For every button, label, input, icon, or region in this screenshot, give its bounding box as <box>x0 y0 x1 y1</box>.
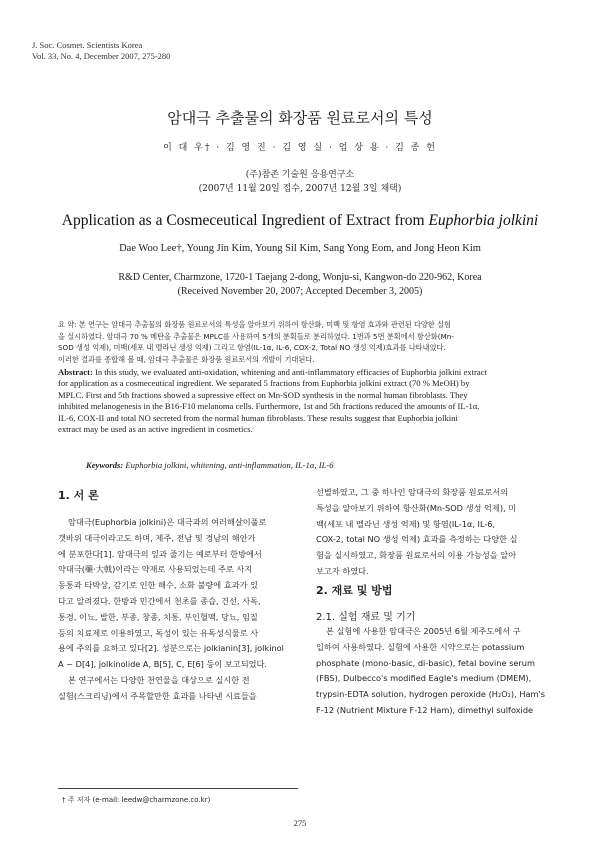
page-number: 275 <box>293 818 307 828</box>
title-korean: 암대극 추출물의 화장품 원료로서의 특성 <box>167 109 433 127</box>
abstract-english-line: MPLC. First and 5th fractions showed a supressive effect on Mn-SOD synthesis in the normal human fibroblasts. They <box>58 389 468 400</box>
abstract-label: Abstract: <box>58 367 93 377</box>
abstract-english-line: for application as a cosmeceutical ingredient. We separated 5 fractions from Euphorbia jolkini extract (70 % MeOH) by <box>58 378 470 389</box>
body-line: 다고 알려졌다. 한방과 민간에서 천초를 종습, 건선, 사독, <box>58 595 261 606</box>
introduction-body <box>58 515 300 705</box>
body-line: 약대극(藥·大戟)이라는 약재로 사용되었는데 주로 사지 <box>58 564 253 575</box>
body-line: 입하여 사용하였다. 실험에 사용한 시약으로는 potassium <box>316 641 525 652</box>
affiliation-english-line1: R&D Center, Charmzone, 1720-1 Taejang 2-dong, Wonju-si, Kangwon-do 220-962, Korea <box>118 272 482 283</box>
abstract-english <box>58 367 544 435</box>
affiliation-korean-line1: (주)참존 기술원 응용연구소 <box>245 170 355 180</box>
body-line: 선별하였고, 그 중 하나인 암대극의 화장품 원료로서의 <box>316 487 509 497</box>
body-line: 에 분포한다[1]. 암대극의 잎과 줄기는 예로부터 한방에서 <box>58 548 262 559</box>
abstract-korean-line: SOD 생성 억제), 미백(세포 내 멜라닌 생성 억제) 그리고 항염(IL-1α, IL-6, COX-2, Total NO 생성 억제)효과를 나타내었다. <box>58 343 446 353</box>
body-line: 백(세포 내 멜라닌 생성 억제) 및 항염(IL-1α, IL-6, <box>316 518 496 529</box>
body-line: 본 실험에 사용한 암대극은 2005년 6월 제주도에서 구 <box>326 626 521 636</box>
abstract-korean-line: 이러한 결과를 종합해 볼 때, 암대극 추출물은 화장품 원료로서의 개발이 기대된다. <box>58 354 315 364</box>
keywords-value: Euphorbia jolkini, whitening, anti-inflammation, IL-1α, IL-6 <box>123 460 334 470</box>
body-line: 동통과 타박상, 감기로 인한 해수, 소화 불량에 효과가 있 <box>58 580 259 591</box>
body-line: 갯바위 대극이라고도 하며, 제주, 전남 및 경남의 해안가 <box>58 532 256 543</box>
abstract-english-line: In this study, we evaluated anti-oxidation, whitening and anti-inflammatory efficacies of Euphorbia jolkini extract <box>92 367 487 377</box>
subsection-heading-materials: 2.1. 실험 재료 및 기기 <box>316 612 416 623</box>
body-line: A ~ D[4], jolkinolide A, B[5], C, E[6] 등이 보고되었다. <box>58 659 268 670</box>
body-line: COX-2, total NO 생성 억제) 효과를 측정하는 다양한 실 <box>316 534 518 545</box>
section-heading-introduction: 1. 서 론 <box>58 489 99 502</box>
body-line: 본 연구에서는 다양한 천연물을 대상으로 실시한 전 <box>68 674 250 685</box>
body-line: 용에 주의를 요하고 있다[2]. 성분으로는 jolkianin[3], jolkinol <box>58 643 284 654</box>
body-line: phosphate (mono-basic, di-basic), fetal bovine serum <box>316 657 535 668</box>
abstract-korean-line: 을 실시하였다. 암대극 70 % 메탄올 추출물은 MPLC를 사용하여 5개의 분획들로 분리하였다. 1번과 5번 분획에서 항산화(Mn- <box>58 331 454 341</box>
body-line: trypsin-EDTA solution, hydrogen peroxide (H₂O₂), Ham's <box>316 689 545 700</box>
abstract-english-line: IL-6, COX-II and total NO secreted from the normal human fibroblasts. These results suggest that Euphorbia jolkini <box>58 412 458 423</box>
affiliation-korean <box>0 168 600 196</box>
body-line: F-12 (Nutrient Mixture F-12 Ham), dimethyl sulfoxide <box>316 704 534 715</box>
body-line: 암대극(Euphorbia jolkini)은 대극과의 여러해살이풀로 <box>68 517 267 527</box>
journal-name: J. Soc. Cosmet. Scientists Korea <box>32 40 143 50</box>
authors-english: Dae Woo Lee†, Young Jin Kim, Young Sil Kim, Sang Yong Eom, and Jong Heon Kim <box>119 243 481 254</box>
footnote: † 주 저자 (e-mail: leedw@charmzone.co.kr) <box>62 796 211 804</box>
journal-volume: Vol. 33, No. 4, December 2007, 275-280 <box>32 51 171 61</box>
authors-korean: 이 대 우† · 김 영 진 · 김 영 실 · 엄 상 용 · 김 종 헌 <box>163 143 437 153</box>
affiliation-korean-line2: (2007년 11월 20일 접수, 2007년 12월 3일 채택) <box>198 184 402 194</box>
affiliation-english <box>0 271 600 299</box>
journal-header <box>32 40 170 62</box>
section-heading-methods: 2. 재료 및 방법 <box>316 584 393 597</box>
title-english-prefix: Application as a Cosmeceutical Ingredient of Extract from <box>61 212 429 229</box>
body-line: 특성을 알아보기 위하여 항산화(Mn-SOD 생성 억제), 미 <box>316 502 517 513</box>
abstract-korean-line: 요 약: 본 연구는 암대극 추출물의 화장품 원료로서의 특성을 알아보기 위하여 항산화, 미백 및 항염 효과와 관련된 다양한 실험 <box>58 320 451 329</box>
abstract-korean <box>58 319 544 365</box>
affiliation-english-line2: (Received November 20, 2007; Accepted December 3, 2005) <box>177 286 423 297</box>
footnote-rule <box>58 788 298 789</box>
body-line: 통경, 이뇨, 발한, 부종, 창종, 치통, 부인혈맥, 당뇨, 임질 <box>58 611 258 622</box>
methods-body <box>316 624 548 719</box>
body-line: 험을 실시하였고, 화장품 원료로서의 이용 가능성을 알아 <box>316 550 517 561</box>
body-line: 보고자 하였다. <box>316 565 369 576</box>
body-line: (FBS), Dulbecco's modified Eagle's medium (DMEM), <box>316 673 532 684</box>
keywords <box>86 460 546 470</box>
introduction-body-continued <box>316 485 548 580</box>
title-english-species: Euphorbia jolkini <box>428 212 539 229</box>
abstract-english-line: inhibited melanogenesis in the B16-F10 melanoma cells. Furthermore, 1st and 5th fractions reduced the amounts of IL-1α, <box>58 401 480 412</box>
title-english <box>0 212 600 230</box>
abstract-english-line: extract may be used as an active ingredient in cosmetics. <box>58 424 253 435</box>
body-line: 실험(스크리닝)에서 주목할만한 효과를 나타낸 시료들을 <box>58 690 257 701</box>
body-line: 등의 치료제로 이용하였고, 독성이 있는 유독성식물로 사 <box>58 627 259 638</box>
keywords-label: Keywords: <box>86 460 124 470</box>
